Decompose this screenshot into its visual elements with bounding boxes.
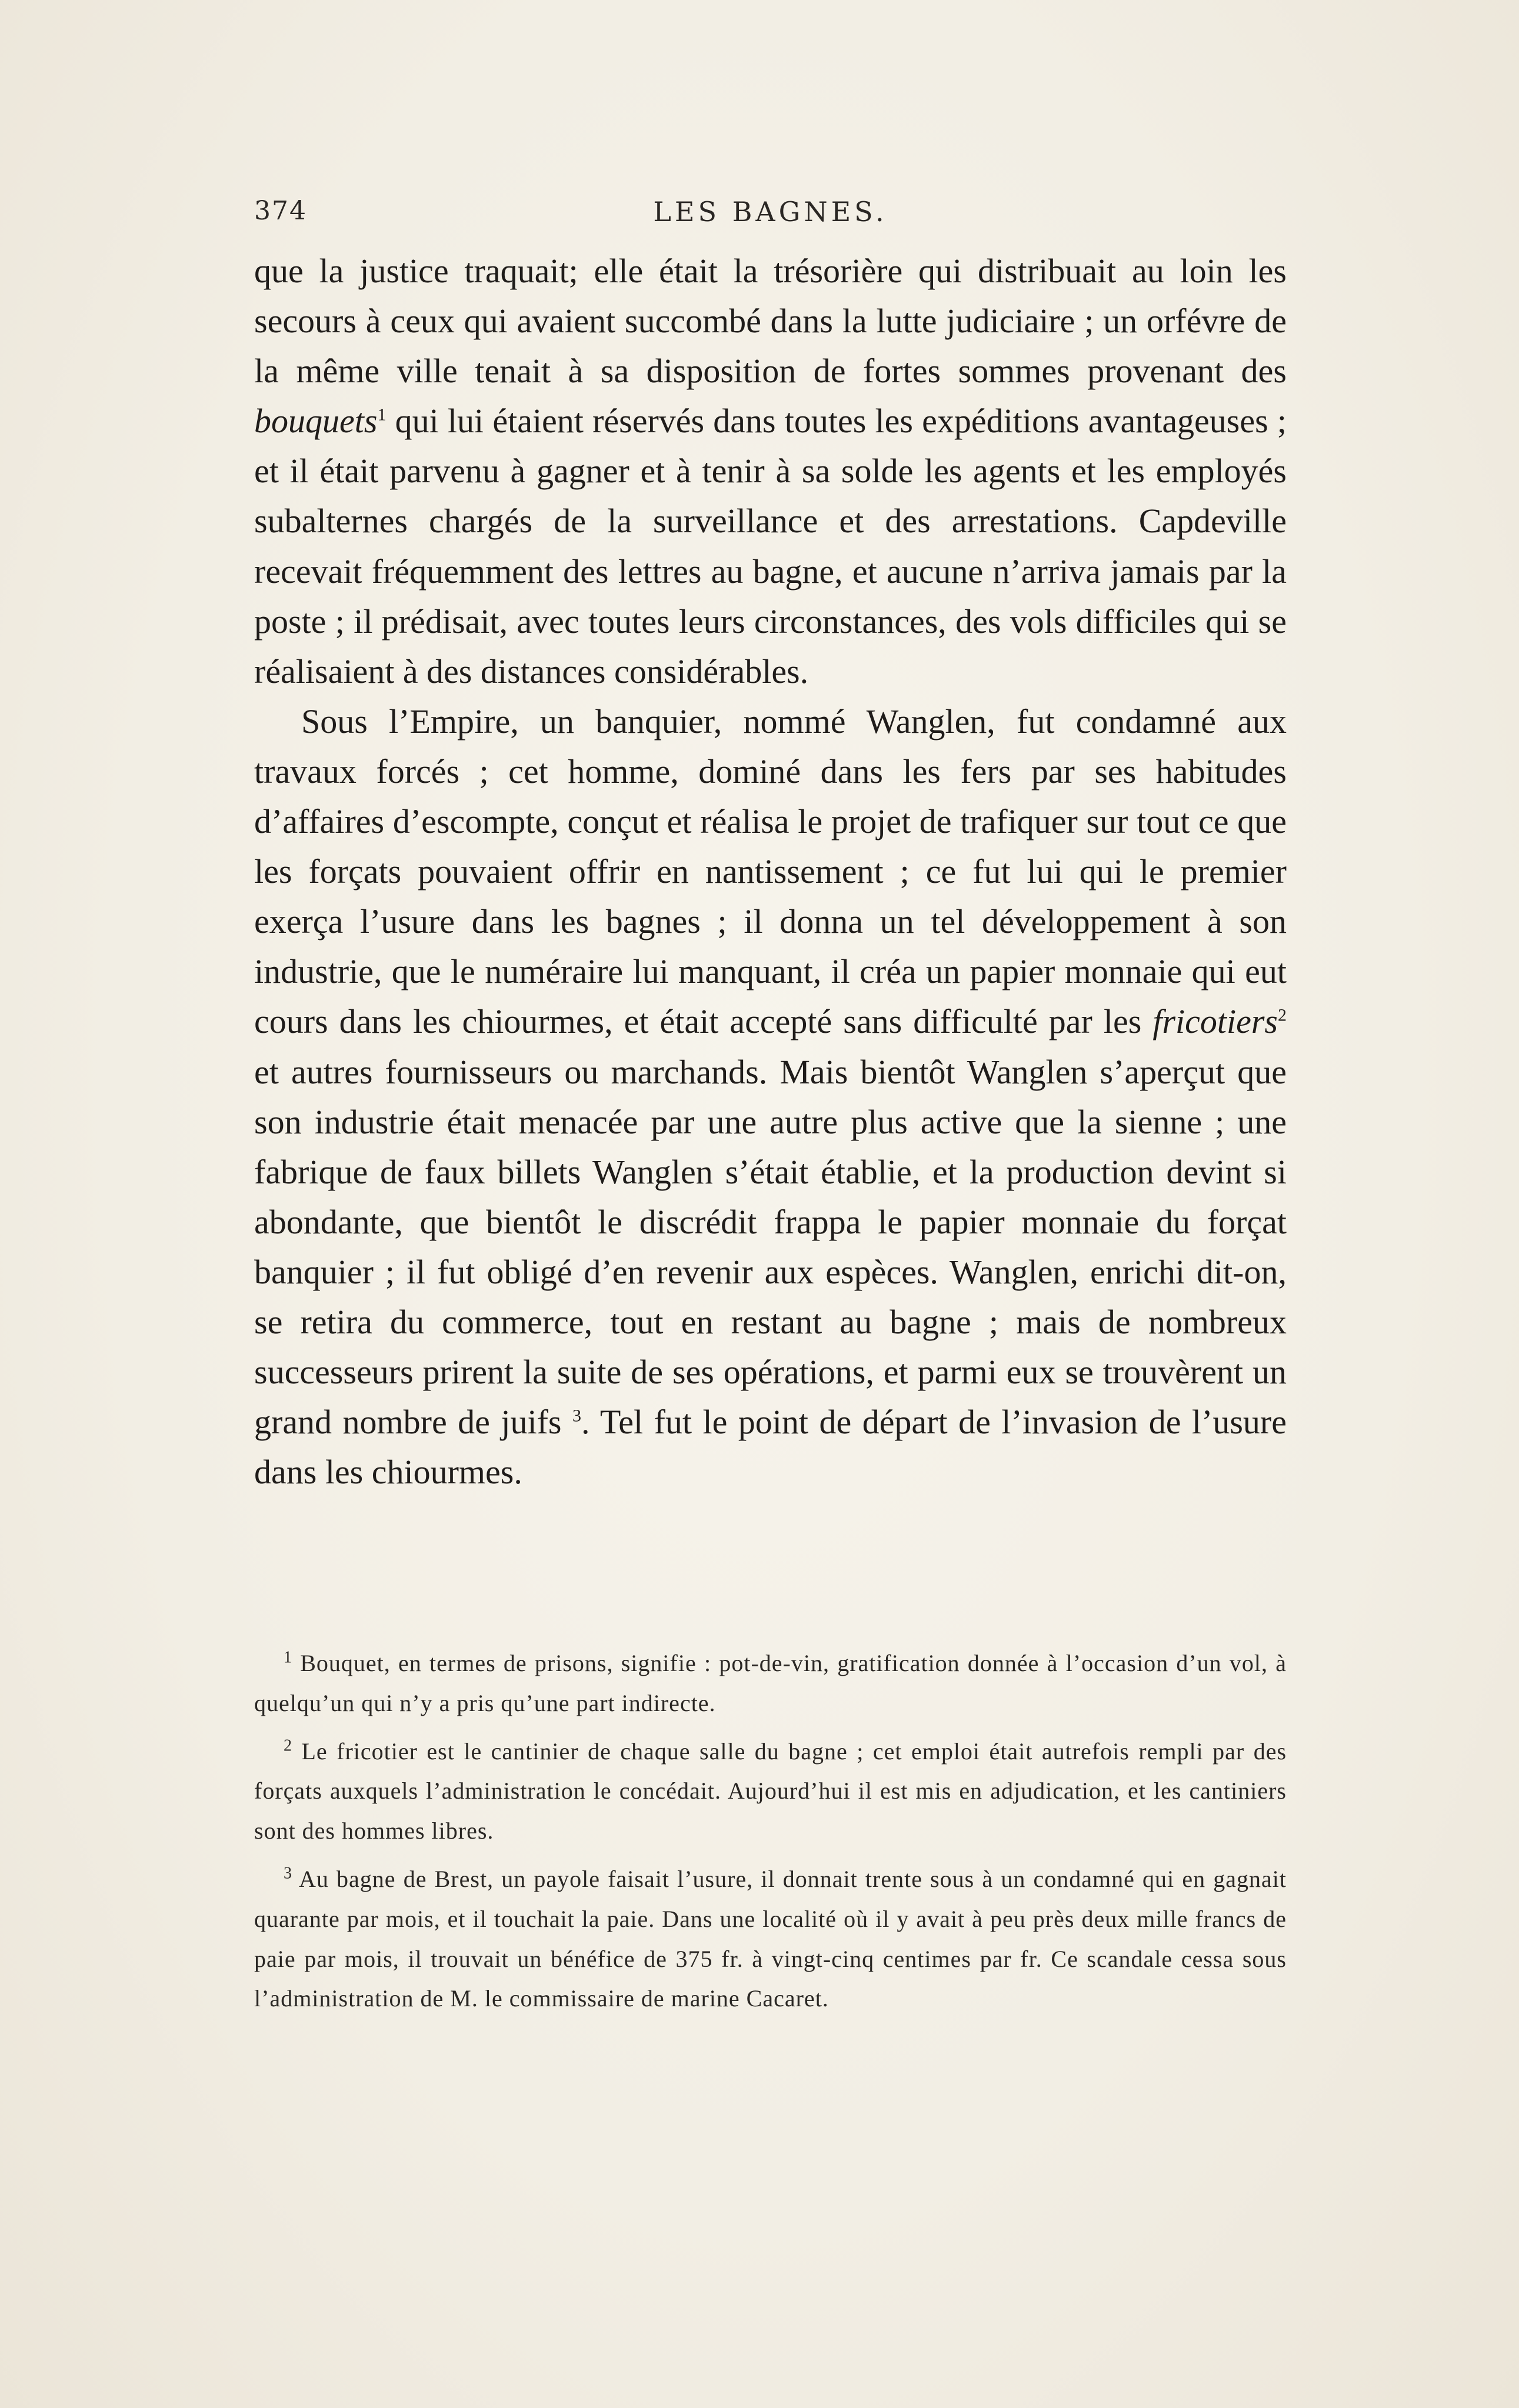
paragraph-1 [254,246,1287,696]
page-number: 374 [254,196,307,226]
footnote-2 [254,1732,1287,1851]
paragraph-2-text-b: et autres fournisseurs ou marchands. Mais bientôt Wanglen s’aperçut que son industrie était menacée par une autre plus active que la sienne ; une fabrique de faux billets Wanglen s’était établie, et la production devint si abondante, que bientôt le discrédit frappa le papier monnaie du forçat banquier ; il fut obligé d’en revenir aux espèces. Wanglen, enrichi dit-on, se retira du commerce, tout en restant au bagne ; mais de nombreux successeurs prirent la suite de ses opérations, et parmi eux se trouvèrent un grand nombre de juifs [254,1052,1287,1442]
paragraph-2-text-a: Sous l’Empire, un banquier, nommé Wanglen, fut condamné aux travaux forcés ; cet homme, dominé dans les fers par ses habitudes d’affaires d’escompte, conçut et réalisa le projet de trafiquer sur tout ce que les forçats pouvaient offrir en nantissement ; ce fut lui qui le premier exerça l’usure dans les bagnes ; il donna un tel développement à son industrie, que le numéraire lui manquant, il créa un papier monnaie qui eut cours dans les chiourmes, et était accepté sans difficulté par les [254,702,1287,1041]
footnote-2-mark: 2 [284,1736,292,1755]
footnote-3-mark: 3 [284,1864,292,1883]
paragraph-2 [254,696,1287,1498]
page-header [254,196,1287,237]
running-title: LES BAGNES. [653,196,888,228]
paragraph-1-text-b: qui lui étaient réservés dans toutes les expéditions avantageuses ; et il était parvenu à gagner et à tenir à sa solde les agents et les employés subalternes chargés de la surveillance et des arrestations. Capdeville recevait fréquemment des lettres au bagne, et aucune n’arriva jamais par la poste ; il prédisait, avec toutes leurs circonstances, des vols difficiles qui se réalisaient à des distances considérables. [254,402,1287,691]
footnote-3 [254,1859,1287,2019]
footnote-ref-2: 2 [1278,1006,1287,1026]
term-bouquets: bouquets [254,402,378,441]
footnote-ref-1: 1 [377,405,387,425]
footnote-1-text: Bouquet, en termes de prisons, signifie : pot-de-vin, gratification donnée à l’occasion d’un vol, à quelqu’un qui n’y a pris qu’une part indirecte. [254,1650,1287,1716]
footnote-2-text: Le fricotier est le cantinier de chaque salle du bagne ; cet emploi était autrefois rempli par des forçats auxquels l’administration le concédait. Aujourd’hui il est mis en adjudication, et les cantiniers sont des hommes libres. [254,1737,1287,1845]
term-fricotiers: fricotiers [1152,1002,1278,1041]
footnote-1 [254,1643,1287,1723]
footnote-1-mark: 1 [284,1648,292,1667]
paragraph-1-text-a: que la justice traquait; elle était la trésorière qui distribuait au loin les secours à ceux qui avaient succombé dans la lutte judiciaire ; un orfévre de la même ville tenait à sa disposition de fortes sommes provenant des [254,252,1287,391]
main-text [254,246,1287,1497]
footnotes [254,1643,1287,2019]
paragraph-2-text-c: . Tel fut le point de départ de l’invasion de l’usure dans les chiourmes. [254,1403,1287,1492]
footnote-ref-3: 3 [572,1406,581,1426]
footnote-3-text: Au bagne de Brest, un payole faisait l’usure, il donnait trente sous à un condamné qui en gagnait quarante par mois, et il touchait la paie. Dans une localité où il y avait à peu près deux mille francs de paie par mois, il trouvait un bénéfice de 375 fr. à vingt-cinq centimes par fr. Ce scandale cessa sous l’administration de M. le commissaire de marine Cacaret. [254,1865,1287,2012]
